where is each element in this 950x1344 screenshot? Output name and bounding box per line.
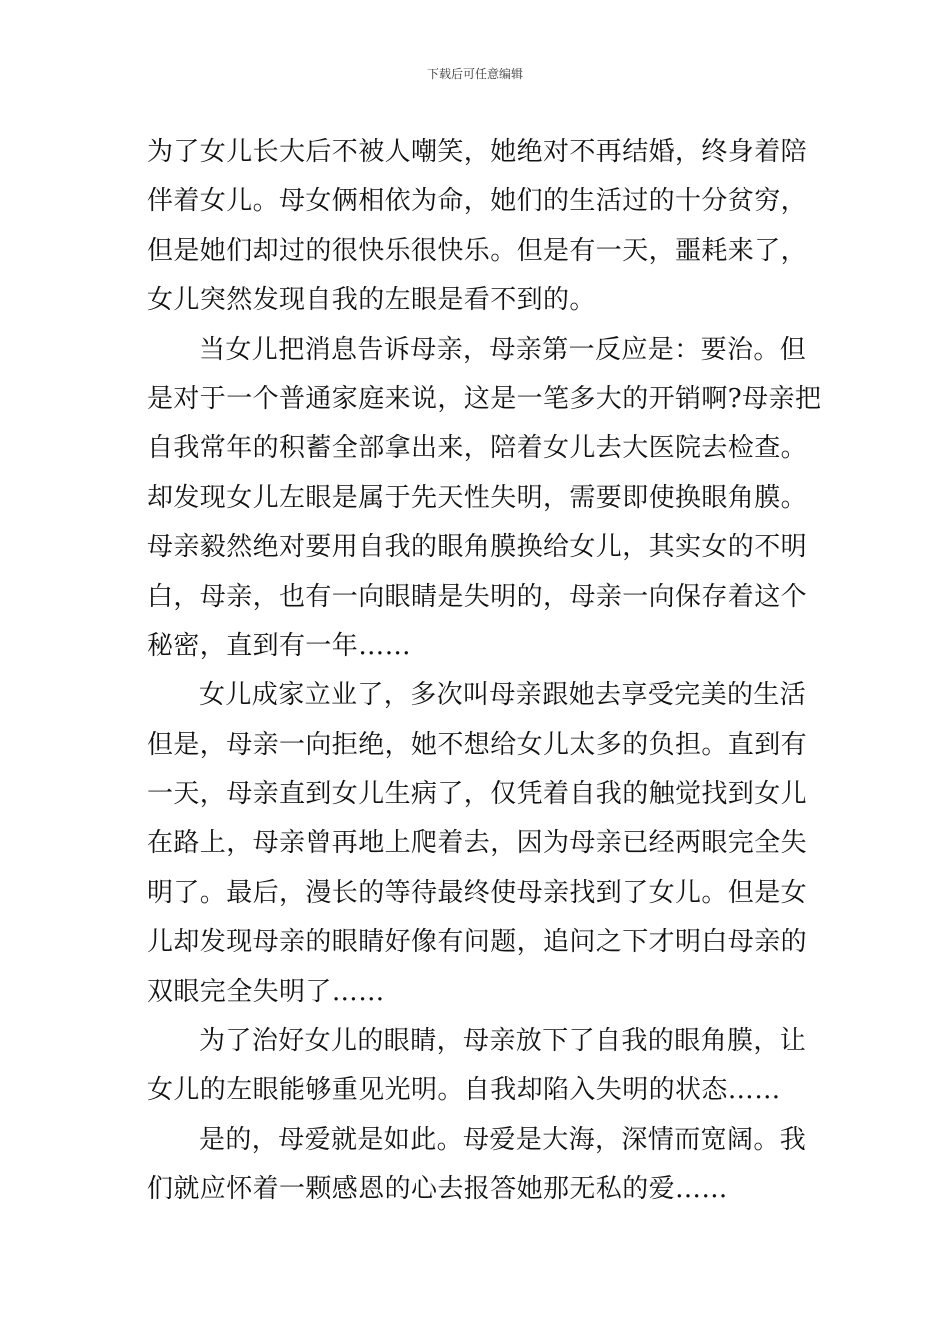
text-line: 是的，母爱就是如此。母爱是大海，深情而宽阔。我 bbox=[199, 1124, 807, 1155]
text-line: 白，母亲，也有一向眼睛是失明的，母亲一向保存着这个 bbox=[147, 581, 808, 612]
paragraph-4 bbox=[147, 1017, 807, 1116]
text-line: 当女儿把消息告诉母亲，母亲第一反应是：要治。但 bbox=[199, 334, 807, 365]
text-line: 伴着女儿。母女俩相依为命，她们的生活过的十分贫穷， bbox=[147, 186, 808, 217]
text-line: 女儿的左眼能够重见光明。自我却陷入失明的状态…… bbox=[147, 1075, 781, 1106]
text-line: 秘密，直到有一年…… bbox=[147, 630, 412, 661]
paragraph-2 bbox=[147, 326, 822, 672]
text-line: 女儿成家立业了，多次叫母亲跟她去享受完美的生活 bbox=[199, 680, 807, 711]
text-line: 双眼完全失明了…… bbox=[147, 976, 385, 1007]
text-line: 在路上，母亲曾再地上爬着去，因为母亲已经两眼完全失 bbox=[147, 828, 808, 859]
text-line: 母亲毅然绝对要用自我的眼角膜换给女儿，其实女的不明 bbox=[147, 532, 808, 563]
text-line: 一天，母亲直到女儿生病了，仅凭着自我的触觉找到女儿 bbox=[147, 779, 808, 810]
text-line: 但是她们却过的很快乐很快乐。但是有一天，噩耗来了， bbox=[147, 235, 808, 266]
page-header: 下载后可任意编辑 bbox=[426, 67, 523, 81]
text-line: 女儿突然发现自我的左眼是看不到的。 bbox=[147, 285, 596, 316]
text-line: 们就应怀着一颗感恩的心去报答她那无私的爱…… bbox=[147, 1174, 728, 1205]
paragraph-1 bbox=[147, 128, 807, 326]
document-body bbox=[147, 128, 822, 1215]
text-line: 却发现女儿左眼是属于先天性失明，需要即使换眼角膜。 bbox=[147, 482, 808, 513]
text-line: 自我常年的积蓄全部拿出来，陪着女儿去大医院去检查。 bbox=[147, 433, 808, 464]
text-line: 但是，母亲一向拒绝，她不想给女儿太多的负担。直到有 bbox=[147, 729, 808, 760]
paragraph-5 bbox=[147, 1116, 807, 1215]
text-line: 为了治好女儿的眼睛，母亲放下了自我的眼角膜，让 bbox=[199, 1026, 807, 1057]
text-line: 儿却发现母亲的眼睛好像有问题，追问之下才明白母亲的 bbox=[147, 927, 808, 958]
paragraph-3 bbox=[147, 671, 807, 1017]
text-line: 为了女儿长大后不被人嘲笑，她绝对不再结婚，终身着陪 bbox=[147, 137, 808, 167]
text-line: 是对于一个普通家庭来说，这是一笔多大的开销啊?母亲把 bbox=[147, 383, 822, 414]
text-line: 明了。最后，漫长的等待最终使母亲找到了女儿。但是女 bbox=[147, 877, 808, 908]
